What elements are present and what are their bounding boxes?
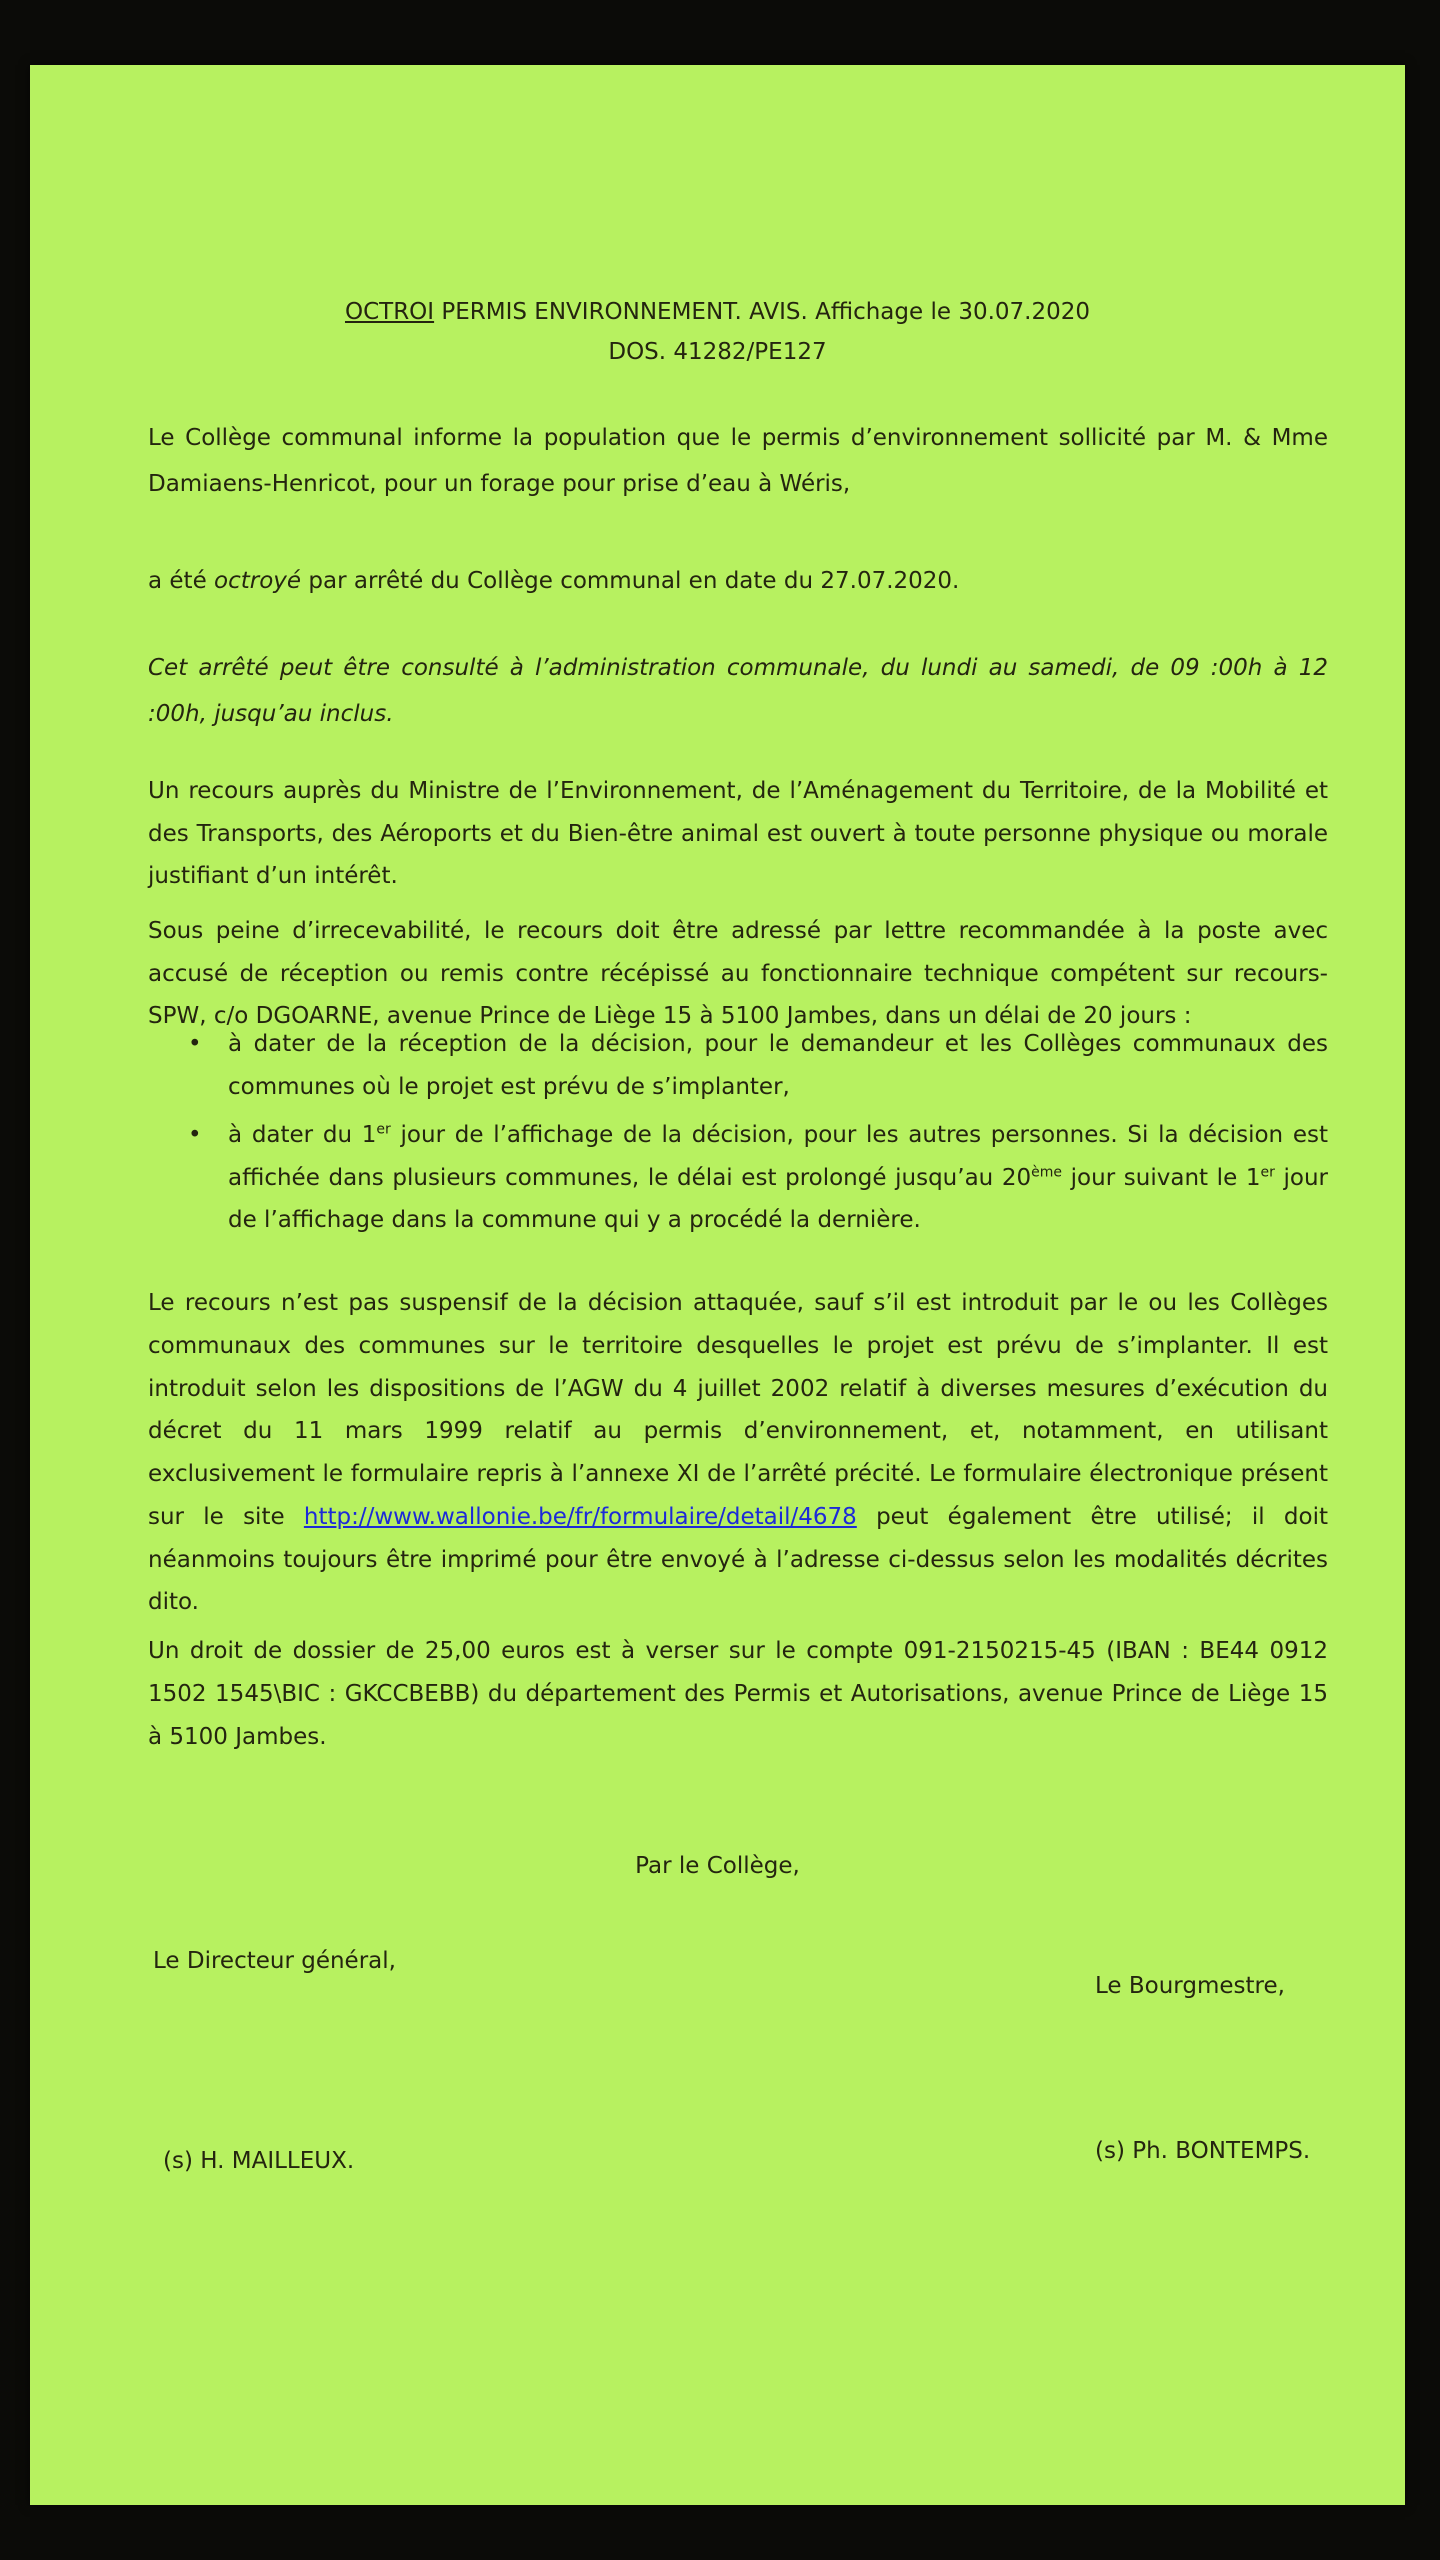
admissibility-paragraph: Sous peine d’irrecevabilité, le recours doit être adressé par lettre recommandée à la poste avec accusé de réception ou remis contre récépissé au fonctionnaire technique compétent sur recours-SPW, c/o DGOARNE, avenue Prince de Liège 15 à 5100 Jambes, dans un délai de 20 jours :	[148, 918, 1328, 1030]
bullet-text-d: jour de l’affichage dans la commune qui y a procédé la dernière.	[228, 1164, 1329, 1234]
title-rest: PERMIS ENVIRONNEMENT. AVIS. Affichage le 30.07.2020	[434, 299, 1091, 325]
bullet-icon: •	[188, 1122, 202, 1149]
decision-before: a été	[148, 568, 215, 594]
par-le-college: Par le Collège,	[635, 1853, 800, 1879]
procedure-paragraph	[148, 1282, 1328, 1624]
notice-sheet	[30, 65, 1405, 2505]
bullet-text-a: à dater du 1	[228, 1122, 377, 1149]
signature-bontemps: (s) Ph. BONTEMPS.	[1095, 2138, 1311, 2164]
procedure-before: Le recours n’est pas suspensif de la décision attaquée, sauf s’il est introduit par le ou les Collèges communaux des communes sur le territoire desquelles le projet est prévu de s’implanter. Il est introduit selon les dispositions de l’AGW du 4 juillet 2002 relatif à diverses mesures d’exécution du décret du 11 mars 1999 relatif au permis d’environnement, et, notamment, en utilisant exclusivement le formulaire repris à l’annexe XI de l’arrêté précité. Le formulaire électronique présent sur le site	[148, 1290, 1328, 1530]
bullet-text-c: jour suivant le 1	[1062, 1164, 1261, 1191]
list-item	[148, 1023, 1328, 1108]
deadline-list	[148, 1023, 1328, 1248]
intro-paragraph: Le Collège communal informe la population que le permis d’environnement sollicité par M. & Mme Damiaens-Henricot, pour un forage pour prise d’eau à Wéris,	[148, 425, 1328, 497]
ordinal-suffix: er	[1260, 1163, 1275, 1180]
form-link[interactable]: http://www.wallonie.be/fr/formulaire/detail/4678	[303, 1503, 857, 1530]
notice-title	[30, 291, 1405, 334]
decision-emphasis: octroyé	[214, 568, 302, 594]
directeur-general-label: Le Directeur général,	[153, 1948, 396, 1974]
bullet-text: à dater de la réception de la décision, pour le demandeur et les Collèges communaux des communes où le projet est prévu de s’implanter,	[228, 1031, 1328, 1100]
bullet-icon: •	[188, 1031, 202, 1057]
procedure-after: peut également être utilisé; il doit néanmoins toujours être imprimé pour être envoyé à l’adresse ci-dessus selon les modalités décrites dito.	[148, 1503, 1329, 1616]
ordinal-suffix: er	[376, 1121, 391, 1138]
ordinal-suffix: ème	[1031, 1163, 1063, 1180]
signature-mailleux: (s) H. MAILLEUX.	[163, 2148, 355, 2174]
dossier-number: DOS. 41282/PE127	[608, 339, 827, 365]
list-item	[148, 1114, 1328, 1242]
consultation-paragraph: Cet arrêté peut être consulté à l’administration communale, du lundi au samedi, de 09 :00h à 12 :00h, jusqu’au inclus.	[148, 655, 1328, 727]
appeal-paragraph: Un recours auprès du Ministre de l’Environnement, de l’Aménagement du Territoire, de la Mobilité et des Transports, des Aéroports et du Bien-être animal est ouvert à toute personne physique ou morale justifiant d’un intérêt.	[148, 778, 1328, 890]
decision-paragraph	[148, 560, 1328, 603]
title-octroi: OCTROI	[344, 299, 435, 325]
bourgmestre-label: Le Bourgmestre,	[1095, 1973, 1285, 1999]
bullet-text-b: jour de l’affichage de la décision, pour les autres personnes. Si la décision est affichée dans plusieurs communes, le délai est prolongé jusqu’au 20	[228, 1122, 1328, 1191]
fee-paragraph: Un droit de dossier de 25,00 euros est à verser sur le compte 091-2150215-45 (IBAN : BE44 0912 1502 1545\BIC : GKCCBEBB) du département des Permis et Autorisations, avenue Prince de Liège 15 à 5100 Jambes.	[148, 1638, 1328, 1750]
decision-after: par arrêté du Collège communal en date du 27.07.2020.	[301, 568, 960, 594]
